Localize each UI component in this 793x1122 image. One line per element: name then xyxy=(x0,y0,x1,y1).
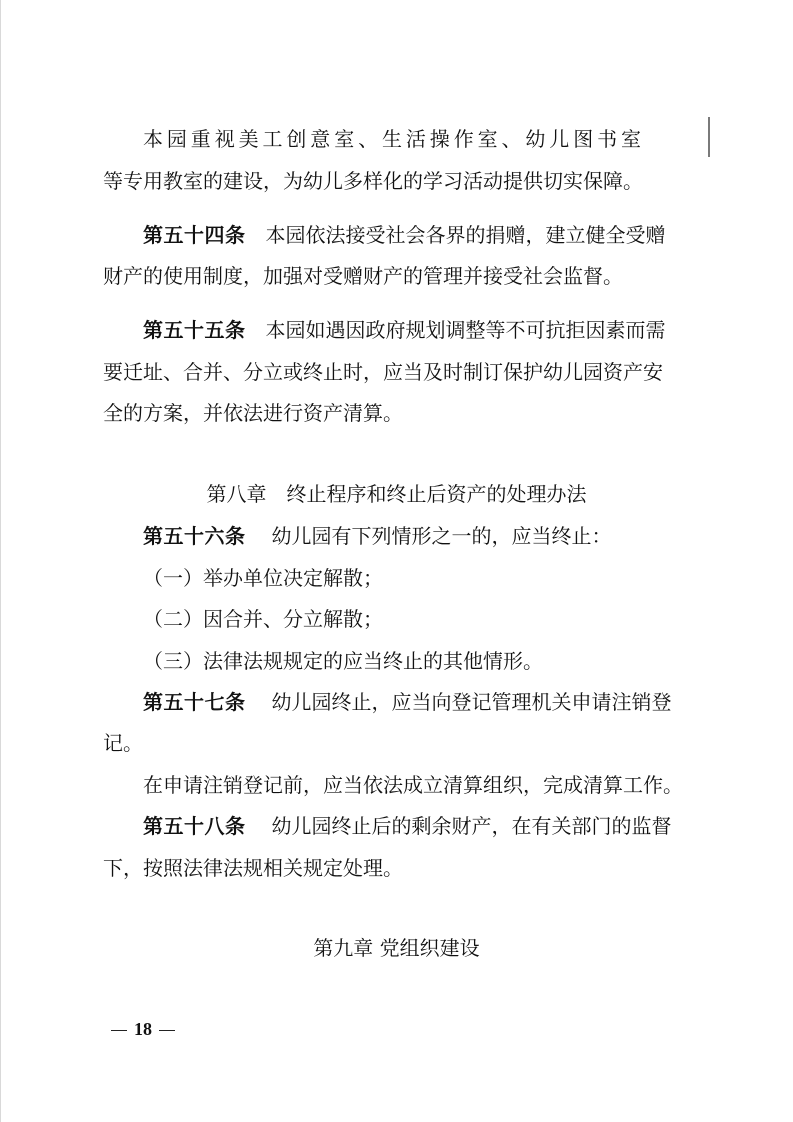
dash-left xyxy=(111,1030,127,1031)
article-55-line xyxy=(103,312,743,348)
chapter-heading: 第八章 终止程序和终止后资产的处理办法 xyxy=(206,482,587,506)
article-label: 第五十八条 xyxy=(143,814,246,838)
article-54-line xyxy=(103,217,743,253)
article-text: 记。 xyxy=(103,731,143,755)
list-item xyxy=(103,560,743,596)
dash-right xyxy=(159,1030,175,1031)
list-item-text: （二）因合并、分立解散； xyxy=(143,607,383,631)
list-item xyxy=(103,643,743,679)
article-text: 幼儿园有下列情形之一的，应当终止： xyxy=(271,524,612,548)
article-56-line xyxy=(103,518,743,554)
article-text: 本园依法接受社会各界的捐赠，建立健全受赠 xyxy=(265,223,666,247)
paragraph-line xyxy=(103,163,703,199)
page-number-value: 18 xyxy=(134,1019,152,1039)
article-58-line xyxy=(103,808,743,844)
article-54-line xyxy=(103,258,703,294)
article-text: 财产的使用制度，加强对受赠财产的管理并接受社会监督。 xyxy=(103,264,623,288)
paragraph-text: 本园重视美工创意室、生活操作室、幼儿图书室 xyxy=(143,127,645,151)
article-57-line xyxy=(103,725,703,761)
article-text: 全的方案，并依法进行资产清算。 xyxy=(103,401,403,425)
article-text: 本园如遇因政府规划调整等不可抗拒因素而需 xyxy=(265,318,666,342)
article-55-line xyxy=(103,395,703,431)
page-number xyxy=(104,1015,182,1043)
paragraph-line xyxy=(103,767,743,803)
list-item-text: （一）举办单位决定解散； xyxy=(143,566,383,590)
article-label: 第五十五条 xyxy=(143,318,246,342)
list-item-text: （三）法律法规规定的应当终止的其他情形。 xyxy=(143,649,543,673)
list-item xyxy=(103,601,743,637)
article-57-line xyxy=(103,684,743,720)
article-label: 第五十七条 xyxy=(143,690,246,714)
paragraph-text: 等专用教室的建设，为幼儿多样化的学习活动提供切实保障。 xyxy=(103,169,643,193)
article-55-line xyxy=(103,354,703,390)
article-label: 第五十四条 xyxy=(143,223,246,247)
article-text: 要迁址、合并、分立或终止时，应当及时制订保护幼儿园资产安 xyxy=(103,360,663,384)
paragraph-line xyxy=(103,121,743,157)
article-text: 幼儿园终止后的剩余财产，在有关部门的监督 xyxy=(271,814,672,838)
paragraph-text: 在申请注销登记前，应当依法成立清算组织，完成清算工作。 xyxy=(143,773,683,797)
article-text: 下，按照法律法规相关规定处理。 xyxy=(103,856,403,880)
chapter-heading: 第九章 党组织建设 xyxy=(313,936,480,960)
article-58-line xyxy=(103,850,703,886)
article-label: 第五十六条 xyxy=(143,524,246,548)
article-text: 幼儿园终止，应当向登记管理机关申请注销登 xyxy=(271,690,672,714)
